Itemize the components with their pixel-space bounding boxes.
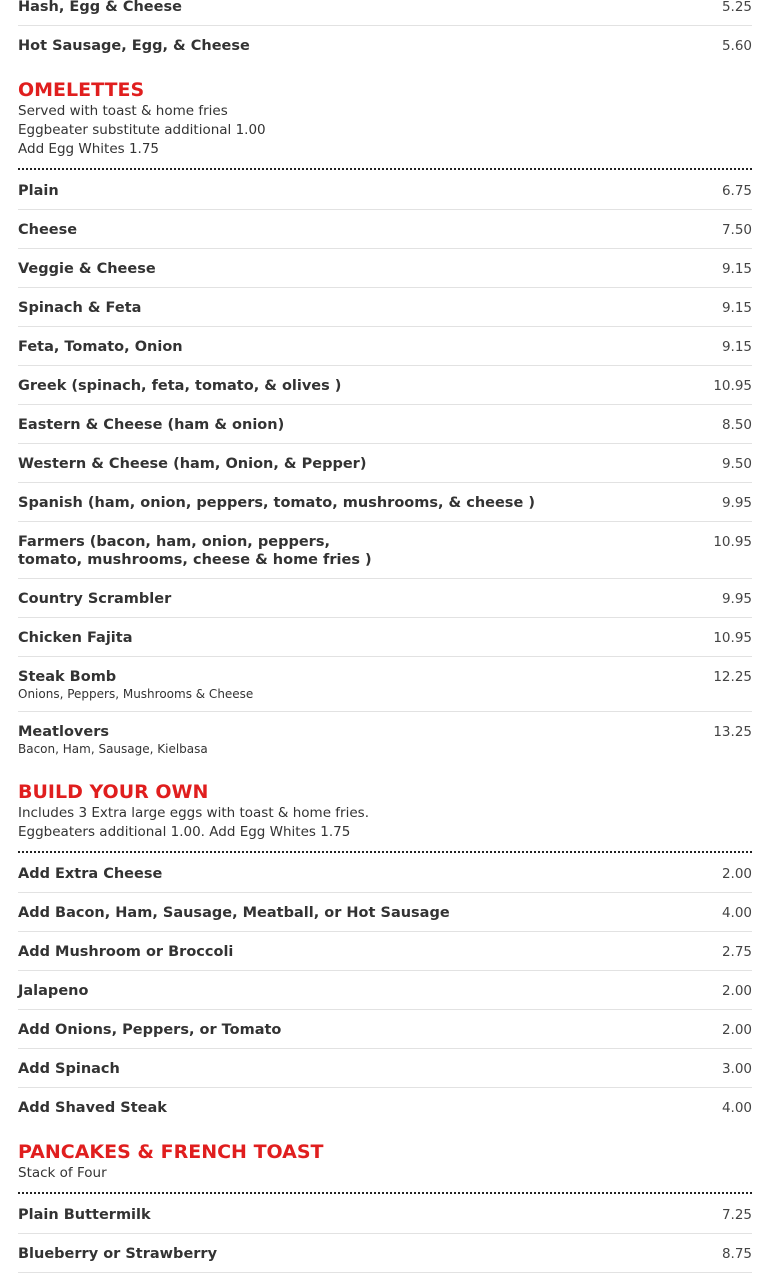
item-divider [18, 656, 752, 657]
item-name: Spinach & Feta [18, 300, 142, 316]
menu-item [18, 338, 752, 356]
menu-item [18, 629, 752, 647]
item-price: 9.15 [721, 261, 752, 277]
item-price: 5.60 [721, 38, 752, 54]
item-name: Cheese [18, 222, 78, 238]
item-name: Blueberry or Strawberry [18, 1246, 218, 1262]
item-price: 2.00 [721, 983, 752, 999]
section-note: Served with toast & home fries [18, 103, 228, 119]
item-price: 10.95 [713, 630, 752, 646]
item-divider [18, 578, 752, 579]
item-name: Add Bacon, Ham, Sausage, Meatball, or Hot Sausage [18, 905, 450, 921]
item-name: Greek (spinach, feta, tomato, & olives ) [18, 378, 342, 394]
item-divider [18, 892, 752, 893]
item-price: 2.00 [721, 866, 752, 882]
menu-item [18, 668, 752, 702]
item-name: Feta, Tomato, Onion [18, 339, 183, 355]
item-divider [18, 970, 752, 971]
item-name: Steak Bomb [18, 669, 117, 685]
item-price: 3.00 [721, 1061, 752, 1077]
item-name: Meatlovers [18, 724, 109, 740]
item-name: Eastern & Cheese (ham & onion) [18, 417, 285, 433]
menu-item [18, 982, 752, 1000]
menu-item [18, 904, 752, 922]
menu-item [18, 182, 752, 200]
menu-item [18, 455, 752, 473]
item-divider [18, 248, 752, 249]
menu-item [18, 260, 752, 278]
section-title-build-your-own: BUILD YOUR OWN [18, 781, 209, 803]
section-divider [18, 168, 752, 170]
item-divider [18, 1048, 752, 1049]
item-name: Hash, Egg & Cheese [18, 0, 182, 15]
item-divider [18, 287, 752, 288]
menu-item [18, 221, 752, 239]
section-note: Add Egg Whites 1.75 [18, 141, 160, 157]
item-price: 4.00 [721, 1100, 752, 1116]
item-price: 8.50 [721, 417, 752, 433]
item-divider [18, 1087, 752, 1088]
section-title-omelettes: OMELETTES [18, 79, 145, 101]
item-name: Add Mushroom or Broccoli [18, 944, 234, 960]
menu-item [18, 1099, 752, 1117]
item-name: Veggie & Cheese [18, 261, 156, 277]
item-name: Country Scrambler [18, 591, 172, 607]
item-name: Add Onions, Peppers, or Tomato [18, 1022, 282, 1038]
item-divider [18, 365, 752, 366]
menu-item [18, 590, 752, 608]
item-price: 8.75 [721, 1246, 752, 1262]
section-note: Includes 3 Extra large eggs with toast & home fries. [18, 805, 369, 821]
item-name: Add Shaved Steak [18, 1100, 167, 1116]
item-price: 10.95 [713, 534, 752, 550]
item-divider [18, 617, 752, 618]
item-price: 9.95 [721, 591, 752, 607]
item-divider [18, 1272, 752, 1273]
section-divider [18, 851, 752, 853]
item-price: 9.95 [721, 495, 752, 511]
section-note: Stack of Four [18, 1165, 107, 1181]
section-note: Eggbeater substitute additional 1.00 [18, 122, 266, 138]
item-name: Western & Cheese (ham, Onion, & Pepper) [18, 456, 367, 472]
item-price: 9.15 [721, 300, 752, 316]
menu-item [18, 1206, 752, 1224]
item-price: 2.00 [721, 1022, 752, 1038]
item-name: Farmers (bacon, ham, onion, peppers, tomato, mushrooms, cheese & home fries ) [18, 534, 372, 568]
item-name: Plain Buttermilk [18, 1207, 151, 1223]
menu-item [18, 494, 752, 512]
item-divider [18, 931, 752, 932]
item-divider [18, 209, 752, 210]
item-name: Add Spinach [18, 1061, 120, 1077]
item-name: Plain [18, 183, 59, 199]
menu-item [18, 865, 752, 883]
item-divider [18, 25, 752, 26]
item-price: 9.15 [721, 339, 752, 355]
menu-item [18, 37, 752, 55]
menu-item [18, 723, 752, 757]
item-price: 9.50 [721, 456, 752, 472]
menu-item [18, 533, 752, 569]
item-price: 13.25 [713, 724, 752, 740]
item-name: Add Extra Cheese [18, 866, 163, 882]
item-price: 4.00 [721, 905, 752, 921]
item-divider [18, 521, 752, 522]
item-price: 10.95 [713, 378, 752, 394]
item-divider [18, 443, 752, 444]
menu-item [18, 1245, 752, 1263]
menu-item [18, 1060, 752, 1078]
item-divider [18, 1233, 752, 1234]
item-name: Jalapeno [18, 983, 89, 999]
section-divider [18, 1192, 752, 1194]
menu-item [18, 943, 752, 961]
item-price: 7.25 [721, 1207, 752, 1223]
item-name: Chicken Fajita [18, 630, 133, 646]
menu-item [18, 416, 752, 434]
section-title-pancakes: PANCAKES & FRENCH TOAST [18, 1141, 324, 1163]
menu-item [18, 1021, 752, 1039]
item-divider [18, 326, 752, 327]
menu-item [18, 0, 752, 16]
item-price: 7.50 [721, 222, 752, 238]
menu-item [18, 377, 752, 395]
item-divider [18, 482, 752, 483]
item-name: Spanish (ham, onion, peppers, tomato, mushrooms, & cheese ) [18, 495, 535, 511]
item-divider [18, 1009, 752, 1010]
item-name: Hot Sausage, Egg, & Cheese [18, 38, 250, 54]
item-divider [18, 404, 752, 405]
section-note: Eggbeaters additional 1.00. Add Egg Whites 1.75 [18, 824, 351, 840]
item-price: 12.25 [713, 669, 752, 685]
item-description: Bacon, Ham, Sausage, Kielbasa [18, 742, 208, 756]
item-price: 5.25 [721, 0, 752, 15]
item-price: 2.75 [721, 944, 752, 960]
item-description: Onions, Peppers, Mushrooms & Cheese [18, 687, 254, 701]
menu-item [18, 299, 752, 317]
item-divider [18, 711, 752, 712]
item-price: 6.75 [721, 183, 752, 199]
